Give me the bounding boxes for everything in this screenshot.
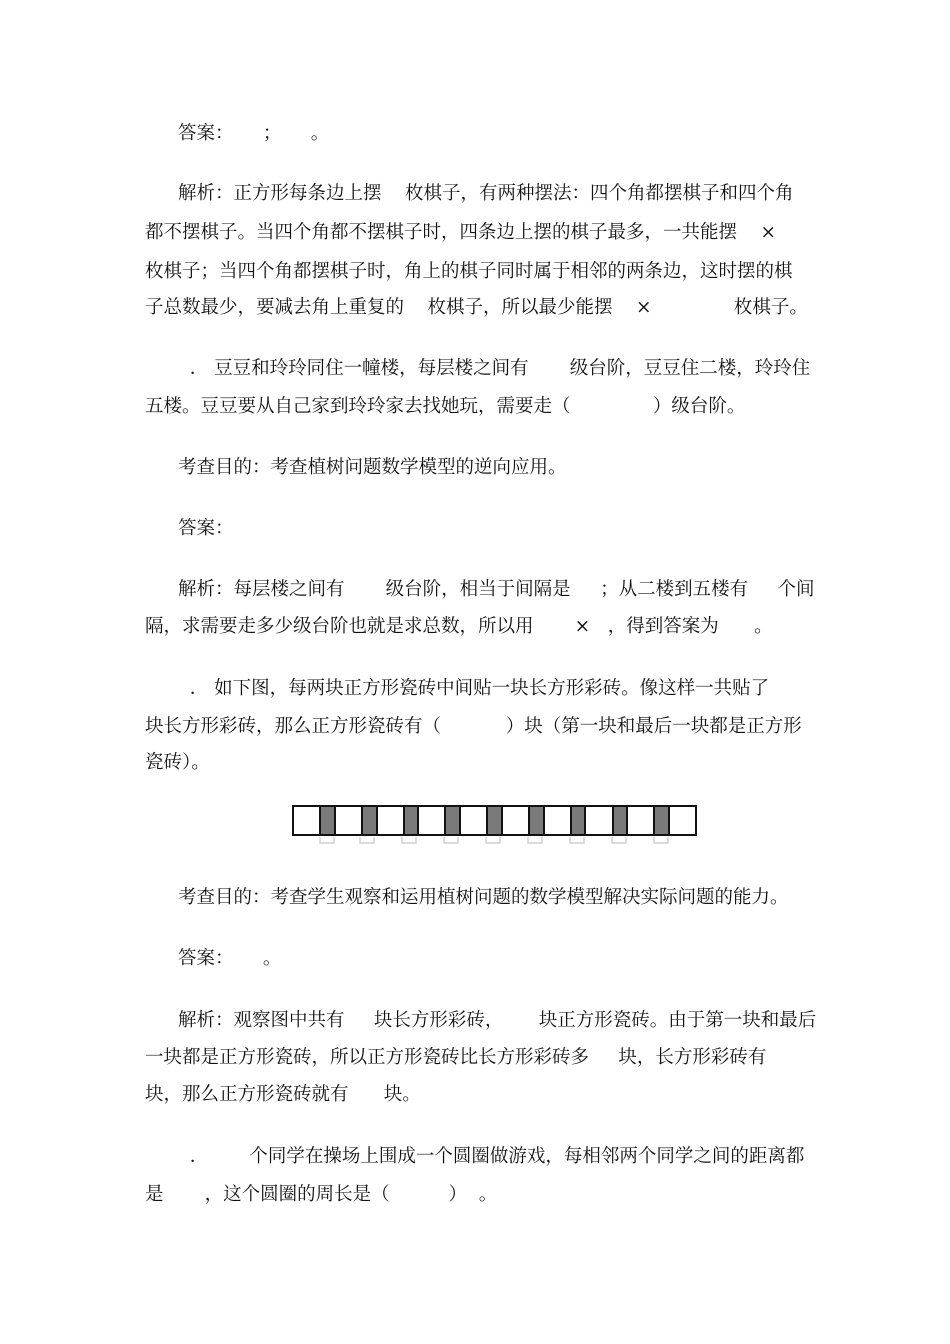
q3-goal: 考查目的：考查学生观察和运用植树问题的数学模型解决实际问题的能力。: [178, 887, 789, 908]
rect-tile: [488, 807, 503, 834]
square-tile: [545, 807, 572, 834]
square-tile: [503, 807, 530, 834]
q2-question-line: 五楼。豆豆要从自己家到玲玲家去找她玩，需要走（ ）级台阶。: [145, 396, 746, 417]
rect-tile: [446, 807, 461, 834]
tile-reflection: [318, 836, 678, 846]
rect-tile: [655, 807, 670, 834]
square-tile: [419, 807, 446, 834]
q2-analysis-line: 隔，求需要走多少级台阶也就是求总数，所以用 × ，得到答案为 。: [145, 616, 773, 637]
rect-tile: [614, 807, 629, 834]
square-tile: [336, 807, 363, 834]
q4-question-line: ． 个同学在操场上围成一个圆圈做游戏，每相邻两个同学之间的距离都: [178, 1146, 805, 1167]
square-tile: [628, 807, 655, 834]
q2-answer: 答案：: [178, 518, 234, 539]
q1-analysis-line: 子总数最少，要减去角上重复的 枚棋子，所以最少能摆 × 枚棋子。: [145, 297, 808, 318]
q3-analysis-line: 块，那么正方形瓷砖就有 块。: [145, 1084, 421, 1105]
rect-tile: [572, 807, 587, 834]
q1-answer: 答案： ； 。: [178, 123, 330, 144]
q1-analysis-line: 都不摆棋子。当四个角都不摆棋子时，四条边上摆的棋子最多，一共能摆 ×: [145, 222, 777, 243]
q3-answer: 答案： 。: [178, 948, 282, 969]
q2-goal: 考查目的：考查植树问题数学模型的逆向应用。: [178, 457, 567, 478]
q3-analysis-line: 一块都是正方形瓷砖，所以正方形瓷砖比长方形彩砖多 块，长方形彩砖有: [145, 1047, 767, 1068]
q1-analysis-line: 解析：正方形每条边上摆 枚棋子，有两种摆法：四个角都摆棋子和四个角: [178, 183, 794, 204]
q3-question-line: 瓷砖）。: [145, 752, 210, 773]
rect-tile: [321, 807, 336, 834]
q3-analysis-line: 解析：观察图中共有 块长方形彩砖， 块正方形瓷砖。由于第一块和最后: [178, 1010, 817, 1031]
q3-question-line: ． 如下图，每两块正方形瓷砖中间贴一块长方形彩砖。像这样一共贴了: [178, 678, 770, 699]
q3-question-line: 块长方形彩砖，那么正方形瓷砖有（ ）块（第一块和最后一块都是正方形: [145, 716, 802, 737]
rect-tile: [530, 807, 545, 834]
square-tile: [294, 807, 321, 834]
square-tile: [586, 807, 613, 834]
rect-tile: [405, 807, 420, 834]
q2-analysis-line: 解析：每层楼之间有 级台阶，相当于间隔是 ；从二楼到五楼有 个间: [178, 579, 815, 600]
square-tile: [378, 807, 405, 834]
rect-tile: [363, 807, 378, 834]
square-tile: [670, 807, 695, 834]
q2-question-line: ． 豆豆和玲玲同住一幢楼，每层楼之间有 级台阶，豆豆住二楼，玲玲住: [178, 358, 811, 379]
tile-row-figure: [292, 805, 697, 836]
q4-question-line: 是 ，这个圆圈的周长是（ ） 。: [145, 1184, 498, 1205]
q1-analysis-line: 枚棋子；当四个角都摆棋子时，角上的棋子同时属于相邻的两条边，这时摆的棋: [145, 261, 793, 282]
square-tile: [461, 807, 488, 834]
